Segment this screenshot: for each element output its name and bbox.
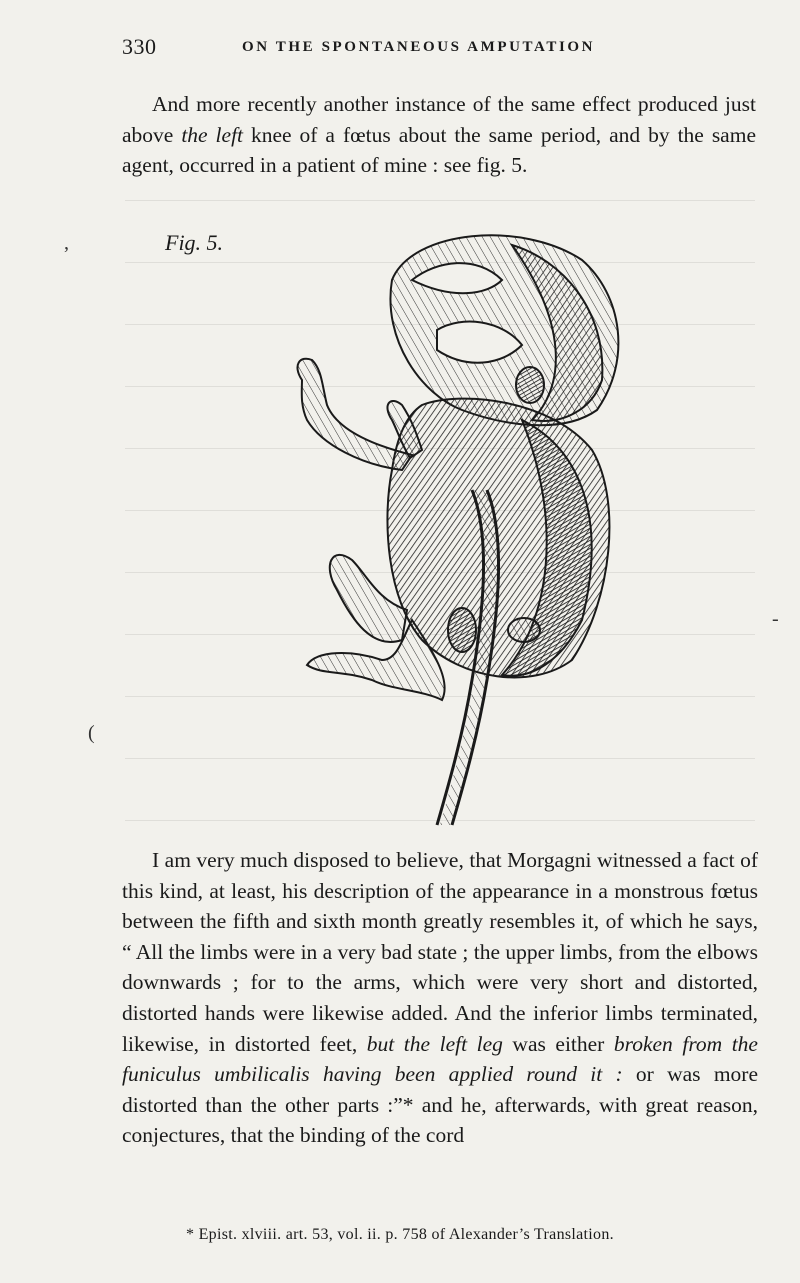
- paragraph-1-text-a: And more recently another instance of the same effect produced just above: [122, 92, 756, 147]
- footnote: * Epist. xlviii. art. 53, vol. ii. p. 758 of Alexander’s Translation.: [186, 1226, 614, 1243]
- show-through-line: [125, 200, 755, 201]
- margin-mark: -: [772, 608, 779, 630]
- paragraph-2-italic-b: broken from the funiculus umbilicalis having been applied round it :: [122, 1031, 758, 1087]
- paragraph-2-text-b: was either: [502, 1031, 614, 1056]
- running-title: ON THE SPONTANEOUS AMPUTATION: [242, 39, 596, 55]
- paragraph-1-text-b: knee of a fœtus about the same period, and by the same agent, occurred in a patient of mine : see fig. 5.: [122, 122, 756, 178]
- paragraph-2: [122, 845, 758, 1151]
- paragraph-1: [122, 89, 756, 181]
- margin-mark: (: [88, 722, 95, 744]
- fetus-body: [297, 235, 618, 825]
- margin-mark: ,: [64, 232, 69, 254]
- paragraph-2-italic-a: but the left leg: [366, 1031, 503, 1056]
- fetus-engraving-icon: [262, 220, 662, 830]
- running-header: [122, 34, 762, 64]
- paragraph-1-italic: the left: [181, 122, 244, 147]
- page-number: 330: [122, 34, 157, 59]
- paragraph-2-text-a: I am very much disposed to believe, that Morgagni witnessed a fact of this kind, at least, his description of the appearance in a monstrous fœtus between the fifth and sixth month greatly resembles it, of which he says, “ All the limbs were in a very bad state ; the upper limbs, from the elbows downwards ; for to the arms, which were very short and distorted, distorted hands were likewise added. And the inferior limbs terminated, likewise, in distorted feet,: [122, 848, 758, 1056]
- figure-label: Fig. 5.: [165, 230, 224, 255]
- paragraph-2-text-c: or was more distorted than the other parts :”* and he, afterwards, with great reason, conjectures, that the binding of the cord: [122, 1062, 758, 1148]
